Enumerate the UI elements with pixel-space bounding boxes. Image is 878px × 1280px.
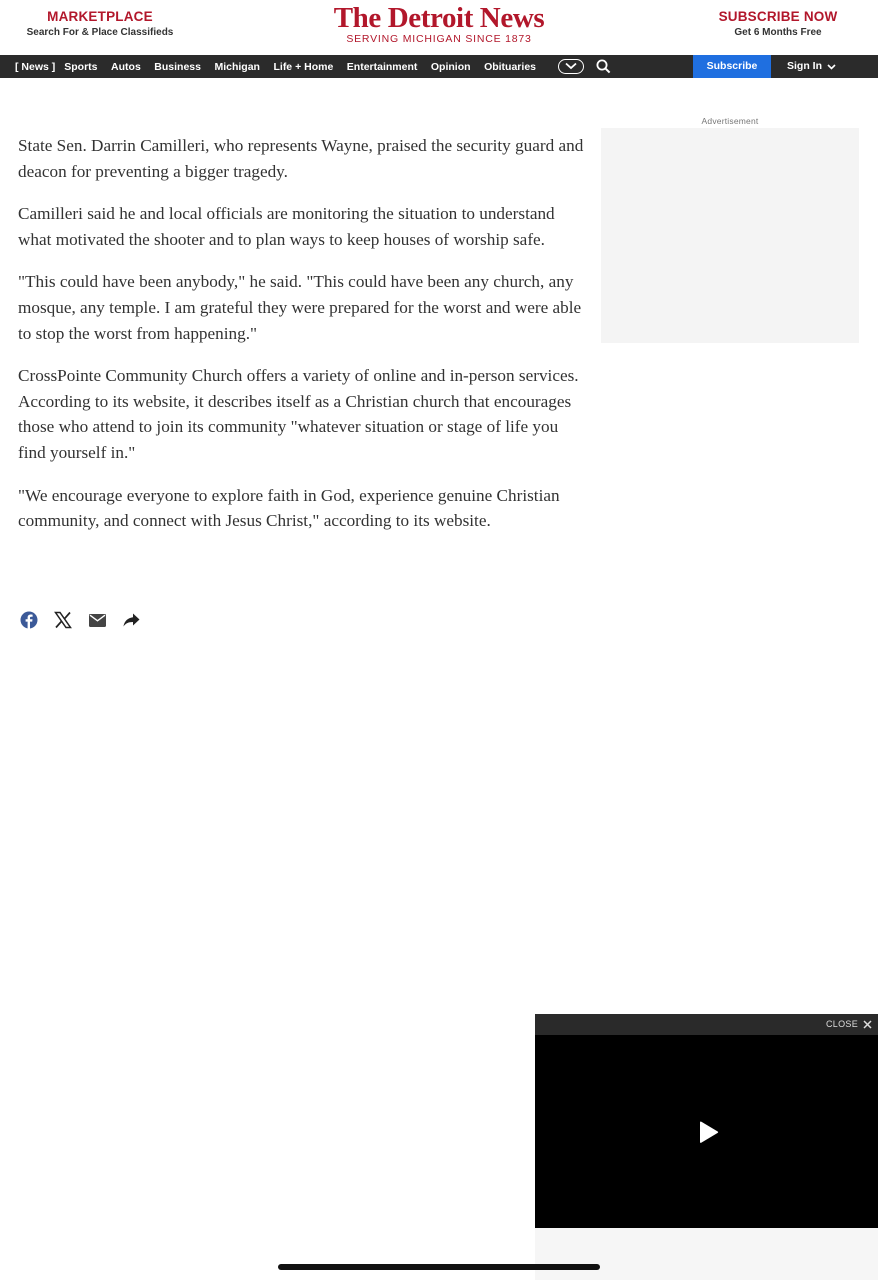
share-more-button[interactable]: [121, 610, 141, 630]
article-paragraph: State Sen. Darrin Camilleri, who represents Wayne, praised the security guard and deacon for preventing a bigger tragedy.: [18, 136, 584, 181]
subscribe-now-link[interactable]: [678, 9, 878, 38]
nav-bar: [0, 55, 878, 78]
logo-name: The Detroit News: [333, 2, 545, 34]
share-x-button[interactable]: [53, 610, 73, 630]
play-button[interactable]: [693, 1118, 723, 1148]
nav-item-obituaries[interactable]: Obituaries: [484, 60, 536, 73]
nav-item-business[interactable]: Business: [154, 60, 201, 73]
logo-tagline: SERVING MICHIGAN SINCE 1873: [346, 33, 532, 45]
nav-item-michigan[interactable]: Michigan: [214, 60, 260, 73]
nav-item-autos[interactable]: Autos: [111, 60, 141, 73]
ad-label: Advertisement: [701, 116, 759, 126]
article-body: [18, 133, 590, 551]
subscribe-now-title: SUBSCRIBE NOW: [718, 9, 838, 24]
play-icon: [693, 1118, 723, 1148]
video-player[interactable]: [535, 1014, 878, 1228]
subscribe-now-subtitle: Get 6 Months Free: [734, 27, 822, 38]
article-paragraph: CrossPointe Community Church offers a variety of online and in-person services. According to its website, it describes itself as a Christian church that encourages those who attend to join its community "whatever situation or stage of life you find yourself in.": [18, 366, 579, 462]
close-icon: [863, 1020, 872, 1029]
ad-slot: [601, 128, 859, 343]
article-paragraph: Camilleri said he and local officials are monitoring the situation to understand what motivated the shooter and to plan ways to keep houses of worship safe.: [18, 204, 555, 249]
chevron-down-icon: [565, 62, 577, 70]
nav-item-entertainment[interactable]: Entertainment: [346, 60, 418, 73]
sign-in-label: Sign In: [787, 60, 822, 72]
share-email-button[interactable]: [87, 610, 107, 630]
article-paragraph: "We encourage everyone to explore faith in God, experience genuine Christian community, and connect with Jesus Christ," according to its website.: [18, 485, 560, 531]
masthead: [0, 0, 878, 55]
nav-item-life-home[interactable]: Life + Home: [273, 60, 334, 73]
facebook-icon: [20, 611, 38, 629]
nav-item-opinion[interactable]: Opinion: [430, 60, 471, 73]
video-close-button[interactable]: [826, 1014, 872, 1035]
search-icon: [596, 59, 611, 74]
sign-in-button[interactable]: [787, 55, 836, 78]
video-top-bar: [535, 1014, 878, 1035]
nav-item-sports[interactable]: Sports: [64, 60, 98, 73]
article-paragraph: "This could have been anybody," he said. "This could have been any church, any mosque, any temple. I am grateful they were prepared for the worst and were able to stop the worst from happening.": [18, 272, 582, 343]
marketplace-subtitle: Search For & Place Classifieds: [26, 27, 174, 38]
nav-item-news[interactable]: [ News ]: [15, 60, 56, 73]
subscribe-button[interactable]: Subscribe: [693, 55, 771, 78]
share-arrow-icon: [123, 613, 140, 627]
video-caption-area: [535, 1228, 878, 1280]
x-icon: [54, 611, 72, 629]
share-facebook-button[interactable]: [19, 610, 39, 630]
more-sections-button[interactable]: [558, 59, 584, 74]
nav-items: [15, 55, 550, 78]
search-button[interactable]: [596, 59, 611, 79]
home-indicator[interactable]: [278, 1264, 600, 1270]
video-close-label: CLOSE: [825, 1019, 858, 1029]
chevron-down-icon: [827, 64, 836, 70]
marketplace-title: MARKETPLACE: [47, 9, 153, 24]
share-bar: [19, 610, 155, 630]
email-icon: [89, 614, 106, 627]
